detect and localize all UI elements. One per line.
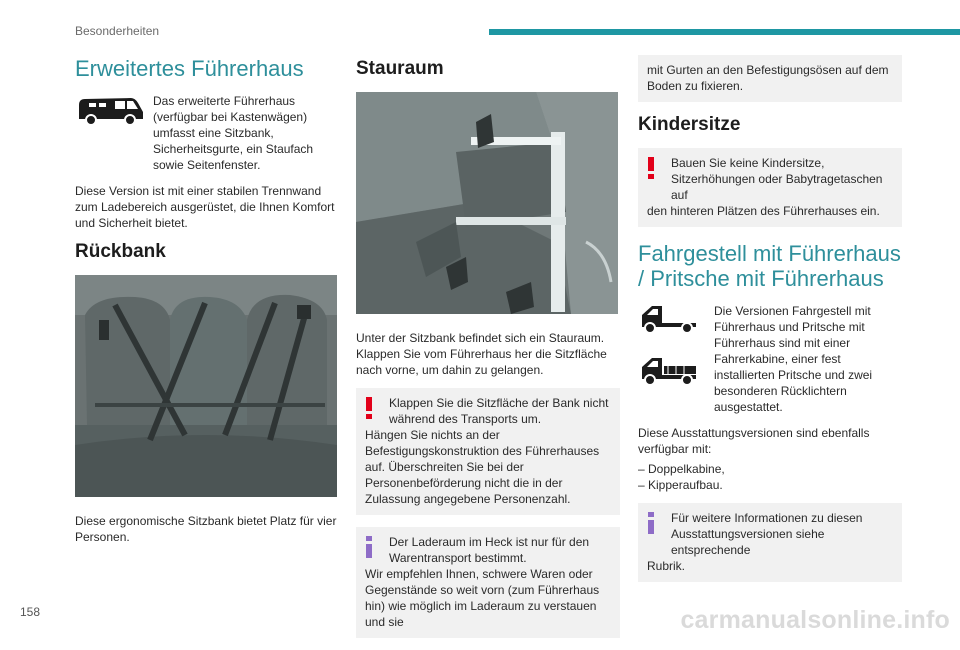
chassis-info-text: Die Versionen Fahrgestell mit Führerhaus und Pritsche mit Führerhaus sind mit einer Fahrerkabine, einer fest installierten Pritsche und zwei besonderen Rücklichtern ausgestattet. — [714, 304, 873, 414]
chassis-info-row — [638, 303, 902, 415]
warning-rest: Hängen Sie nichts an der Befestigungskonstruktion des Führerhauses auf. Überschreiten Sie bei der Personenbeförderung nicht die in der Zulassung angegebene Personenzahl. — [365, 428, 600, 506]
info-note-laderaum — [356, 527, 620, 638]
rueckbank-caption: Diese ergonomische Sitzbank bietet Platz für vier Personen. — [75, 514, 337, 544]
heading-fahrgestell: Fahrgestell mit Führerhaus / Pritsche mit Führerhaus — [638, 241, 901, 291]
header-accent-bar — [489, 29, 960, 35]
heading-kindersitze: Kindersitze — [638, 114, 741, 135]
warning-note-stauraum — [356, 388, 620, 515]
van-info-text: Das erweiterte Führerhaus (verfügbar bei Kastenwägen) umfasst eine Sitzbank, Sicherheitsgurte, ein Staufach sowie Seitenfenster. — [153, 94, 314, 172]
heading-erweitertes-fuehrerhaus: Erweitertes Führerhaus — [75, 56, 304, 81]
info-rest: Wir empfehlen Ihnen, schwere Waren oder Gegenstände so weit vorn (zum Führerhaus hin) wie möglich im Laderaum zu verstauen und sie — [365, 567, 600, 629]
continued-info-note — [638, 55, 902, 102]
chassis-cab-icon — [638, 303, 708, 339]
warning-icon — [647, 157, 655, 183]
warning-note-kindersitze — [638, 148, 902, 227]
info-note-rubrik — [638, 503, 902, 582]
heading-rueckbank: Rückbank — [75, 241, 166, 262]
warning-first-line: Klappen Sie die Sitzfläche der Bank nicht während des Transports um. — [389, 396, 609, 426]
header-section-title: Besonderheiten — [75, 24, 160, 38]
column-left — [75, 50, 337, 555]
info-first-line: Der Laderaum im Heck ist nur für den Warentransport bestimmt. — [389, 535, 590, 565]
list-item: – Doppelkabine, — [638, 462, 725, 476]
info-icon — [647, 512, 655, 538]
column-middle — [356, 50, 620, 650]
column-right — [638, 50, 902, 594]
van-icon — [75, 93, 147, 131]
ausstattung-paragraph: Diese Ausstattungsversionen sind ebenfalls verfügbar mit: — [638, 426, 870, 456]
kinder-warning-rest: den hinteren Plätzen des Führerhauses ein. — [647, 204, 880, 218]
warning-icon — [365, 397, 373, 423]
stauraum-paragraph: Unter der Sitzbank befindet sich ein Stauraum. Klappen Sie vom Führerhaus her die Sitzfläche nach vorne, um dahin zu gelangen. — [356, 331, 607, 377]
trennwand-paragraph: Diese Version ist mit einer stabilen Trennwand zum Ladebereich ausgerüstet, die Ihnen Komfort und Sicherheit bietet. — [75, 184, 335, 230]
info-icon — [365, 536, 373, 562]
page-number: 158 — [20, 605, 41, 619]
rear-bench-photo — [75, 275, 337, 501]
rubrik-info-rest: Rubrik. — [647, 559, 686, 573]
van-info-row — [75, 93, 337, 173]
continued-info-text: mit Gurten an den Befestigungsösen auf dem Boden zu fixieren. — [647, 63, 889, 93]
rubrik-info-first: Für weitere Informationen zu diesen Ausstattungsversionen siehe entsprechende — [671, 511, 863, 557]
kinder-warning-first: Bauen Sie keine Kindersitze, Sitzerhöhungen oder Babytragetaschen auf — [671, 156, 883, 202]
platform-cab-icon — [638, 355, 708, 391]
watermark: carmanualsonline.info — [680, 606, 950, 634]
storage-photo — [356, 92, 620, 318]
ausstattung-list — [638, 461, 902, 493]
list-item: – Kipperaufbau. — [638, 478, 723, 492]
heading-stauraum: Stauraum — [356, 58, 444, 79]
